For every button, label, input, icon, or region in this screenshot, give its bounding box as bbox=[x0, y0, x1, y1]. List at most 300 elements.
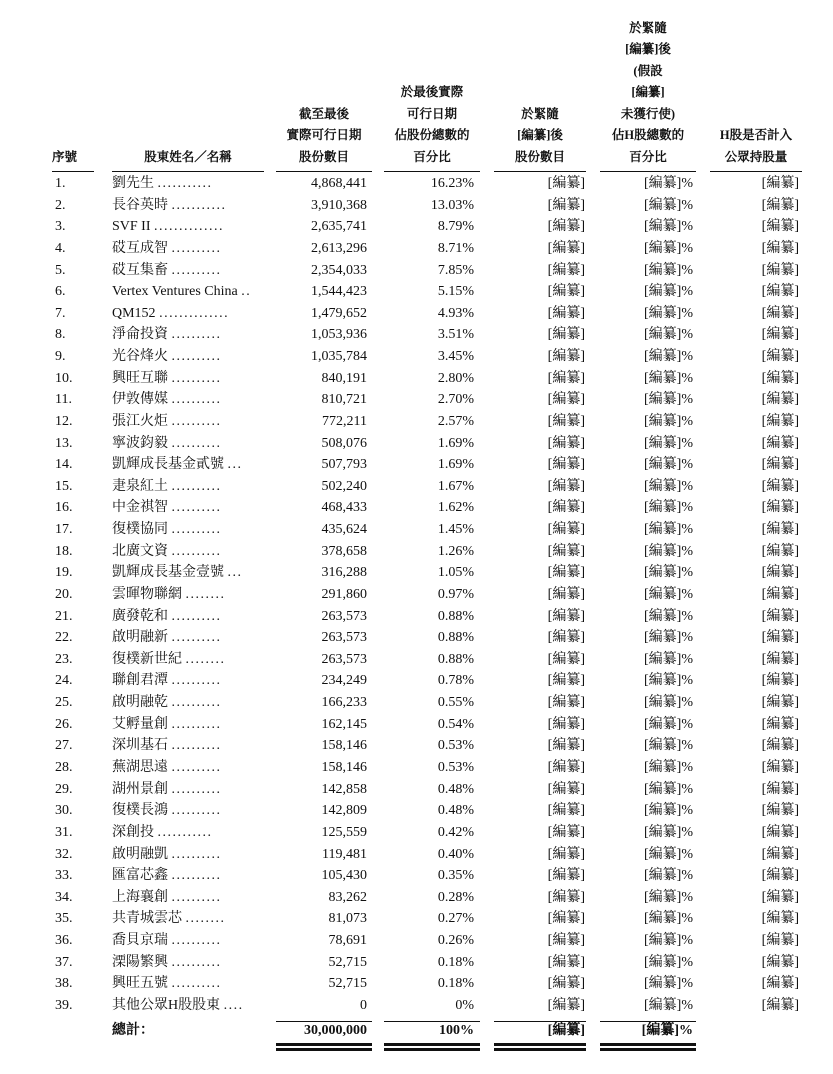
shareholder-name-text: 中金祺智 bbox=[112, 500, 168, 516]
shares-at-latest-date: 772,211 bbox=[322, 413, 367, 429]
table-row bbox=[0, 433, 833, 455]
leader-dots: .......... bbox=[171, 370, 222, 386]
shares-after: [編纂] bbox=[547, 240, 585, 256]
counts-public-float: [編纂] bbox=[761, 889, 799, 905]
shares-at-latest-date: 316,288 bbox=[321, 565, 367, 581]
row-number: 25. bbox=[55, 695, 73, 711]
percent-h-shares: [編纂]% bbox=[644, 305, 693, 321]
shares-after: [編纂] bbox=[547, 522, 585, 538]
table-row bbox=[0, 692, 833, 714]
percent-h-shares: [編纂]% bbox=[644, 846, 693, 862]
leader-dots: .......... bbox=[171, 630, 222, 646]
percent-at-latest-date: 0.48% bbox=[437, 781, 474, 797]
counts-public-float: [編纂] bbox=[761, 543, 799, 559]
counts-public-float: [編纂] bbox=[761, 327, 799, 343]
shares-after: [編纂] bbox=[547, 738, 585, 754]
shareholder-name-text: 啟明融乾 bbox=[112, 695, 168, 711]
percent-at-latest-date: 1.05% bbox=[437, 565, 474, 581]
total-after: [編纂] bbox=[547, 1023, 585, 1038]
counts-public-float: [編纂] bbox=[761, 695, 799, 711]
percent-at-latest-date: 0.28% bbox=[437, 889, 474, 905]
leader-dots: .......... bbox=[171, 846, 222, 862]
percent-at-latest-date: 0.88% bbox=[437, 608, 474, 624]
shares-at-latest-date: 1,053,936 bbox=[311, 327, 367, 343]
percent-h-shares: [編纂]% bbox=[644, 565, 693, 581]
shareholder-name-text: 凱輝成長基金壹號 bbox=[112, 565, 224, 581]
shares-at-latest-date: 158,146 bbox=[321, 760, 367, 775]
row-number: 2. bbox=[55, 197, 66, 213]
table-row bbox=[0, 368, 833, 390]
shareholder-name bbox=[112, 627, 264, 649]
counts-public-float: [編纂] bbox=[761, 262, 799, 278]
percent-h-shares: [編纂]% bbox=[644, 240, 693, 256]
row-number: 15. bbox=[55, 478, 73, 494]
header-no: 序號 bbox=[52, 149, 78, 164]
row-number: 33. bbox=[55, 868, 73, 884]
row-number: 19. bbox=[55, 565, 73, 581]
shares-at-latest-date: 2,635,741 bbox=[311, 219, 367, 235]
table-row bbox=[0, 260, 833, 282]
table-row bbox=[0, 995, 833, 1017]
table-row bbox=[0, 606, 833, 628]
counts-public-float: [編纂] bbox=[761, 392, 799, 408]
percent-h-shares: [編纂]% bbox=[644, 413, 693, 429]
shareholder-name-text: 淨侖投資 bbox=[112, 327, 168, 343]
shares-after: [編纂] bbox=[547, 695, 585, 711]
counts-public-float: [編纂] bbox=[761, 435, 799, 451]
shareholder-name bbox=[112, 476, 264, 498]
shareholder-name bbox=[112, 216, 264, 238]
row-number: 18. bbox=[55, 543, 73, 559]
percent-at-latest-date: 2.57% bbox=[437, 413, 474, 429]
row-number: 13. bbox=[55, 435, 73, 451]
shareholder-name-text: 凱輝成長基金貳號 bbox=[112, 457, 224, 473]
total-shares: 30,000,000 bbox=[304, 1023, 367, 1038]
row-number: 34. bbox=[55, 889, 73, 905]
shareholder-name-text: 伊敦傳媒 bbox=[112, 392, 168, 408]
shares-at-latest-date: 507,793 bbox=[321, 457, 367, 473]
total-double-rule-shares-a bbox=[276, 1043, 372, 1046]
shares-at-latest-date: 3,910,368 bbox=[311, 197, 367, 213]
shareholder-name-text: 湖州景創 bbox=[112, 781, 168, 797]
shareholder-name bbox=[112, 562, 264, 584]
counts-public-float: [編纂] bbox=[761, 586, 799, 602]
table-row bbox=[0, 822, 833, 844]
percent-at-latest-date: 1.26% bbox=[437, 543, 474, 559]
counts-public-float: [編纂] bbox=[761, 565, 799, 581]
leader-dots: ........... bbox=[171, 197, 227, 213]
leader-dots: .......... bbox=[171, 673, 222, 689]
percent-at-latest-date: 8.79% bbox=[437, 219, 474, 235]
shares-at-latest-date: 435,624 bbox=[321, 522, 367, 538]
shareholder-name bbox=[112, 584, 264, 606]
shareholder-name bbox=[112, 606, 264, 628]
counts-public-float: [編纂] bbox=[761, 630, 799, 646]
shares-at-latest-date: 78,691 bbox=[328, 933, 367, 949]
shares-at-latest-date: 263,573 bbox=[321, 608, 367, 624]
counts-public-float: [編纂] bbox=[761, 413, 799, 429]
shares-after: [編纂] bbox=[547, 370, 585, 386]
shares-at-latest-date: 142,858 bbox=[321, 781, 367, 797]
percent-at-latest-date: 0.35% bbox=[437, 868, 474, 884]
table-row bbox=[0, 303, 833, 325]
total-double-rule-pcth-a bbox=[600, 1043, 696, 1046]
shares-at-latest-date: 263,573 bbox=[321, 651, 367, 667]
percent-at-latest-date: 0.88% bbox=[437, 630, 474, 646]
total-double-rule-after-b bbox=[494, 1048, 586, 1051]
percent-at-latest-date: 4.93% bbox=[437, 305, 474, 321]
shareholder-name bbox=[112, 454, 264, 476]
header-name: 股東姓名／名稱 bbox=[144, 149, 232, 164]
shareholder-name-text: 聯創君潭 bbox=[112, 673, 168, 689]
row-number: 8. bbox=[55, 327, 66, 343]
shares-after: [編纂] bbox=[547, 413, 585, 429]
leader-dots: .......... bbox=[171, 240, 222, 256]
shareholder-name bbox=[112, 173, 264, 195]
row-number: 28. bbox=[55, 760, 73, 775]
row-number: 36. bbox=[55, 933, 73, 949]
table-row bbox=[0, 800, 833, 822]
shares-at-latest-date: 119,481 bbox=[322, 846, 367, 862]
percent-h-shares: [編纂]% bbox=[644, 392, 693, 408]
shares-after: [編纂] bbox=[547, 673, 585, 689]
shareholder-name bbox=[112, 195, 264, 217]
counts-public-float: [編纂] bbox=[761, 846, 799, 862]
counts-public-float: [編纂] bbox=[761, 219, 799, 235]
total-double-rule-pct-b bbox=[384, 1048, 480, 1051]
shareholder-name bbox=[112, 930, 264, 952]
row-number: 1. bbox=[55, 176, 66, 191]
leader-dots: .............. bbox=[154, 219, 225, 235]
shareholder-name-text: 興旺互聯 bbox=[112, 370, 168, 386]
percent-h-shares: [編纂]% bbox=[644, 933, 693, 949]
row-number: 22. bbox=[55, 630, 73, 646]
table-row bbox=[0, 973, 833, 995]
counts-public-float: [編纂] bbox=[761, 716, 799, 732]
table-row bbox=[0, 281, 833, 303]
shares-after: [編纂] bbox=[547, 716, 585, 732]
row-number: 29. bbox=[55, 781, 73, 797]
shares-after: [編纂] bbox=[547, 305, 585, 321]
row-number: 32. bbox=[55, 846, 73, 862]
table-row bbox=[0, 173, 833, 195]
shareholder-name bbox=[112, 497, 264, 519]
shares-after: [編纂] bbox=[547, 435, 585, 451]
row-number: 39. bbox=[55, 997, 73, 1013]
header-shares: 截至最後 實際可行日期 股份數目 bbox=[286, 106, 362, 164]
shares-at-latest-date: 125,559 bbox=[321, 824, 367, 840]
row-number: 27. bbox=[55, 738, 73, 754]
row-number: 14. bbox=[55, 457, 73, 473]
shareholder-name bbox=[112, 260, 264, 282]
leader-dots: .......... bbox=[171, 478, 222, 494]
counts-public-float: [編纂] bbox=[761, 738, 799, 754]
table-row bbox=[0, 389, 833, 411]
shareholder-name bbox=[112, 324, 264, 346]
shareholder-name bbox=[112, 649, 264, 671]
shares-after: [編纂] bbox=[547, 197, 585, 213]
shareholder-name-text: 北廣文資 bbox=[112, 543, 168, 559]
shareholder-name bbox=[112, 411, 264, 433]
leader-dots: .......... bbox=[171, 976, 222, 992]
leader-dots: .......... bbox=[171, 760, 222, 775]
shareholder-name-text: 上海襄創 bbox=[112, 889, 168, 905]
leader-dots: .......... bbox=[171, 262, 222, 278]
shares-after: [編纂] bbox=[547, 889, 585, 905]
table-row bbox=[0, 216, 833, 238]
percent-at-latest-date: 0.18% bbox=[437, 976, 474, 992]
shares-at-latest-date: 162,145 bbox=[321, 716, 367, 732]
row-number: 38. bbox=[55, 976, 73, 992]
table-row bbox=[0, 844, 833, 866]
percent-h-shares: [編纂]% bbox=[644, 370, 693, 386]
shares-at-latest-date: 378,658 bbox=[321, 543, 367, 559]
shareholder-name bbox=[112, 519, 264, 541]
shareholder-name-text: 張江火炬 bbox=[112, 413, 168, 429]
table-row bbox=[0, 908, 833, 930]
shareholder-name-text: 深圳基石 bbox=[112, 738, 168, 754]
shares-at-latest-date: 81,073 bbox=[328, 911, 367, 927]
counts-public-float: [編纂] bbox=[761, 197, 799, 213]
shares-at-latest-date: 1,544,423 bbox=[311, 284, 367, 300]
shares-after: [編纂] bbox=[547, 954, 585, 970]
row-number: 17. bbox=[55, 522, 73, 538]
shareholder-name bbox=[112, 800, 264, 822]
shares-at-latest-date: 52,715 bbox=[328, 976, 367, 992]
shares-at-latest-date: 2,354,033 bbox=[311, 262, 367, 278]
percent-at-latest-date: 0.78% bbox=[437, 673, 474, 689]
table-row bbox=[0, 324, 833, 346]
leader-dots: ........ bbox=[185, 911, 226, 927]
shareholder-name-text: 光谷烽火 bbox=[112, 349, 168, 365]
shareholder-name-text: 復樸新世紀 bbox=[112, 651, 182, 667]
percent-h-shares: [編纂]% bbox=[644, 738, 693, 754]
leader-dots: ... bbox=[227, 565, 243, 581]
shares-after: [編纂] bbox=[547, 608, 585, 624]
shares-at-latest-date: 2,613,296 bbox=[311, 240, 367, 256]
leader-dots: .......... bbox=[171, 327, 222, 343]
shareholder-name bbox=[112, 952, 264, 974]
shareholder-name bbox=[112, 973, 264, 995]
row-number: 3. bbox=[55, 219, 66, 235]
shareholder-name-text: 喬貝京瑞 bbox=[112, 933, 168, 949]
percent-at-latest-date: 0.53% bbox=[437, 760, 474, 775]
row-number: 4. bbox=[55, 240, 66, 256]
shares-after: [編纂] bbox=[547, 284, 585, 300]
percent-at-latest-date: 0.27% bbox=[437, 911, 474, 927]
row-number: 7. bbox=[55, 305, 66, 321]
header-public-float: H股是否計入 公眾持股量 bbox=[719, 128, 793, 164]
percent-h-shares: [編纂]% bbox=[644, 824, 693, 840]
leader-dots: .......... bbox=[171, 695, 222, 711]
percent-h-shares: [編纂]% bbox=[644, 911, 693, 927]
percent-at-latest-date: 1.69% bbox=[437, 457, 474, 473]
header-rule-pct-h bbox=[600, 171, 696, 172]
percent-at-latest-date: 3.51% bbox=[437, 327, 474, 343]
percent-at-latest-date: 5.15% bbox=[437, 284, 474, 300]
shares-after: [編纂] bbox=[547, 868, 585, 884]
percent-at-latest-date: 0.88% bbox=[437, 651, 474, 667]
counts-public-float: [編纂] bbox=[761, 349, 799, 365]
leader-dots: ........... bbox=[157, 824, 213, 840]
shares-after: [編纂] bbox=[547, 846, 585, 862]
shareholder-name-text: 長谷英時 bbox=[112, 197, 168, 213]
shareholder-name bbox=[112, 303, 264, 325]
row-number: 5. bbox=[55, 262, 66, 278]
shareholder-name-text: 興旺五號 bbox=[112, 976, 168, 992]
leader-dots: .......... bbox=[171, 435, 222, 451]
table-row bbox=[0, 411, 833, 433]
leader-dots: ........... bbox=[157, 176, 213, 191]
table-row bbox=[0, 735, 833, 757]
percent-at-latest-date: 0.42% bbox=[437, 824, 474, 840]
shareholder-name-text: 砹互成智 bbox=[112, 240, 168, 256]
row-number: 10. bbox=[55, 370, 73, 386]
shareholder-name-text: 雲暉物聯網 bbox=[112, 586, 182, 602]
shareholder-name-text: 寧波鈞毅 bbox=[112, 435, 168, 451]
percent-h-shares: [編纂]% bbox=[644, 651, 693, 667]
shares-at-latest-date: 105,430 bbox=[321, 868, 367, 884]
shares-after: [編纂] bbox=[547, 651, 585, 667]
shareholder-name-text: 砹互集畜 bbox=[112, 262, 168, 278]
percent-at-latest-date: 0.40% bbox=[437, 846, 474, 862]
shares-after: [編纂] bbox=[547, 976, 585, 992]
shareholder-name-text: 復樸長鴻 bbox=[112, 803, 168, 819]
percent-h-shares: [編纂]% bbox=[644, 673, 693, 689]
percent-at-latest-date: 16.23% bbox=[430, 176, 474, 191]
leader-dots: .......... bbox=[171, 500, 222, 516]
leader-dots: .......... bbox=[171, 543, 222, 559]
counts-public-float: [編纂] bbox=[761, 651, 799, 667]
total-label: 總計： bbox=[112, 1023, 154, 1038]
counts-public-float: [編纂] bbox=[761, 868, 799, 884]
percent-at-latest-date: 3.45% bbox=[437, 349, 474, 365]
table-row bbox=[0, 670, 833, 692]
row-number: 26. bbox=[55, 716, 73, 732]
table-row bbox=[0, 649, 833, 671]
shares-at-latest-date: 291,860 bbox=[321, 586, 367, 602]
shareholder-name bbox=[112, 779, 264, 801]
percent-h-shares: [編纂]% bbox=[644, 284, 693, 300]
header-pct-h: 於緊隨 [編纂]後 (假設 [編纂] 未獲行使) 佔H股總數的 百分比 bbox=[611, 20, 685, 164]
percent-at-latest-date: 1.62% bbox=[437, 500, 474, 516]
percent-at-latest-date: 0.54% bbox=[437, 716, 474, 732]
shareholder-name bbox=[112, 822, 264, 844]
table-row bbox=[0, 627, 833, 649]
percent-at-latest-date: 0% bbox=[455, 997, 474, 1013]
total-double-rule-shares-b bbox=[276, 1048, 372, 1051]
shares-after: [編纂] bbox=[547, 997, 585, 1013]
percent-at-latest-date: 2.70% bbox=[437, 392, 474, 408]
counts-public-float: [編纂] bbox=[761, 370, 799, 386]
percent-h-shares: [編纂]% bbox=[644, 478, 693, 494]
percent-at-latest-date: 0.18% bbox=[437, 954, 474, 970]
counts-public-float: [編纂] bbox=[761, 997, 799, 1013]
counts-public-float: [編纂] bbox=[761, 240, 799, 256]
shareholder-name-text: 深創投 bbox=[112, 824, 154, 840]
percent-h-shares: [編纂]% bbox=[644, 997, 693, 1013]
leader-dots: ........ bbox=[185, 586, 226, 602]
table-row bbox=[0, 476, 833, 498]
shares-after: [編纂] bbox=[547, 824, 585, 840]
percent-h-shares: [編纂]% bbox=[644, 716, 693, 732]
shares-after: [編纂] bbox=[547, 262, 585, 278]
row-number: 23. bbox=[55, 651, 73, 667]
table-row bbox=[0, 238, 833, 260]
percent-h-shares: [編纂]% bbox=[644, 197, 693, 213]
header-rule-no bbox=[52, 171, 94, 172]
table-row bbox=[0, 195, 833, 217]
shares-after: [編纂] bbox=[547, 349, 585, 365]
counts-public-float: [編纂] bbox=[761, 781, 799, 797]
counts-public-float: [編纂] bbox=[761, 176, 799, 191]
total-pct: 100% bbox=[439, 1023, 474, 1038]
percent-h-shares: [編纂]% bbox=[644, 803, 693, 819]
counts-public-float: [編纂] bbox=[761, 760, 799, 775]
leader-dots: .......... bbox=[171, 716, 222, 732]
percent-h-shares: [編纂]% bbox=[644, 435, 693, 451]
shareholder-name-text: 匯富芯鑫 bbox=[112, 868, 168, 884]
percent-at-latest-date: 0.48% bbox=[437, 803, 474, 819]
row-number: 9. bbox=[55, 349, 66, 365]
shares-after: [編纂] bbox=[547, 392, 585, 408]
percent-at-latest-date: 1.45% bbox=[437, 522, 474, 538]
leader-dots: .............. bbox=[159, 305, 230, 321]
shares-after: [編纂] bbox=[547, 457, 585, 473]
shares-after: [編纂] bbox=[547, 327, 585, 343]
total-double-rule-pcth-b bbox=[600, 1048, 696, 1051]
counts-public-float: [編纂] bbox=[761, 284, 799, 300]
shareholder-name-text: 啟明融新 bbox=[112, 630, 168, 646]
shareholder-name bbox=[112, 844, 264, 866]
shares-after: [編纂] bbox=[547, 760, 585, 775]
row-number: 16. bbox=[55, 500, 73, 516]
shareholder-name-text: SVF II bbox=[112, 219, 151, 235]
counts-public-float: [編纂] bbox=[761, 824, 799, 840]
leader-dots: .... bbox=[223, 997, 244, 1013]
percent-h-shares: [編纂]% bbox=[644, 976, 693, 992]
counts-public-float: [編纂] bbox=[761, 522, 799, 538]
shares-at-latest-date: 263,573 bbox=[321, 630, 367, 646]
total-row bbox=[0, 1020, 833, 1042]
leader-dots: .......... bbox=[171, 608, 222, 624]
percent-at-latest-date: 0.26% bbox=[437, 933, 474, 949]
percent-h-shares: [編纂]% bbox=[644, 327, 693, 343]
shareholder-name-text: 啟明融凱 bbox=[112, 846, 168, 862]
percent-h-shares: [編纂]% bbox=[644, 781, 693, 797]
shareholder-name bbox=[112, 389, 264, 411]
leader-dots: .......... bbox=[171, 889, 222, 905]
table-row bbox=[0, 346, 833, 368]
shareholder-name bbox=[112, 995, 264, 1017]
table-row bbox=[0, 865, 833, 887]
row-number: 12. bbox=[55, 413, 73, 429]
counts-public-float: [編纂] bbox=[761, 803, 799, 819]
shares-after: [編纂] bbox=[547, 500, 585, 516]
percent-at-latest-date: 0.53% bbox=[437, 738, 474, 754]
percent-at-latest-date: 7.85% bbox=[437, 262, 474, 278]
shareholder-name bbox=[112, 714, 264, 736]
leader-dots: ... bbox=[227, 457, 243, 473]
leader-dots: ........ bbox=[185, 651, 226, 667]
table-row bbox=[0, 930, 833, 952]
row-number: 6. bbox=[55, 284, 66, 300]
leader-dots: .......... bbox=[171, 868, 222, 884]
shares-after: [編纂] bbox=[547, 219, 585, 235]
percent-at-latest-date: 1.67% bbox=[437, 478, 474, 494]
row-number: 37. bbox=[55, 954, 73, 970]
counts-public-float: [編纂] bbox=[761, 457, 799, 473]
